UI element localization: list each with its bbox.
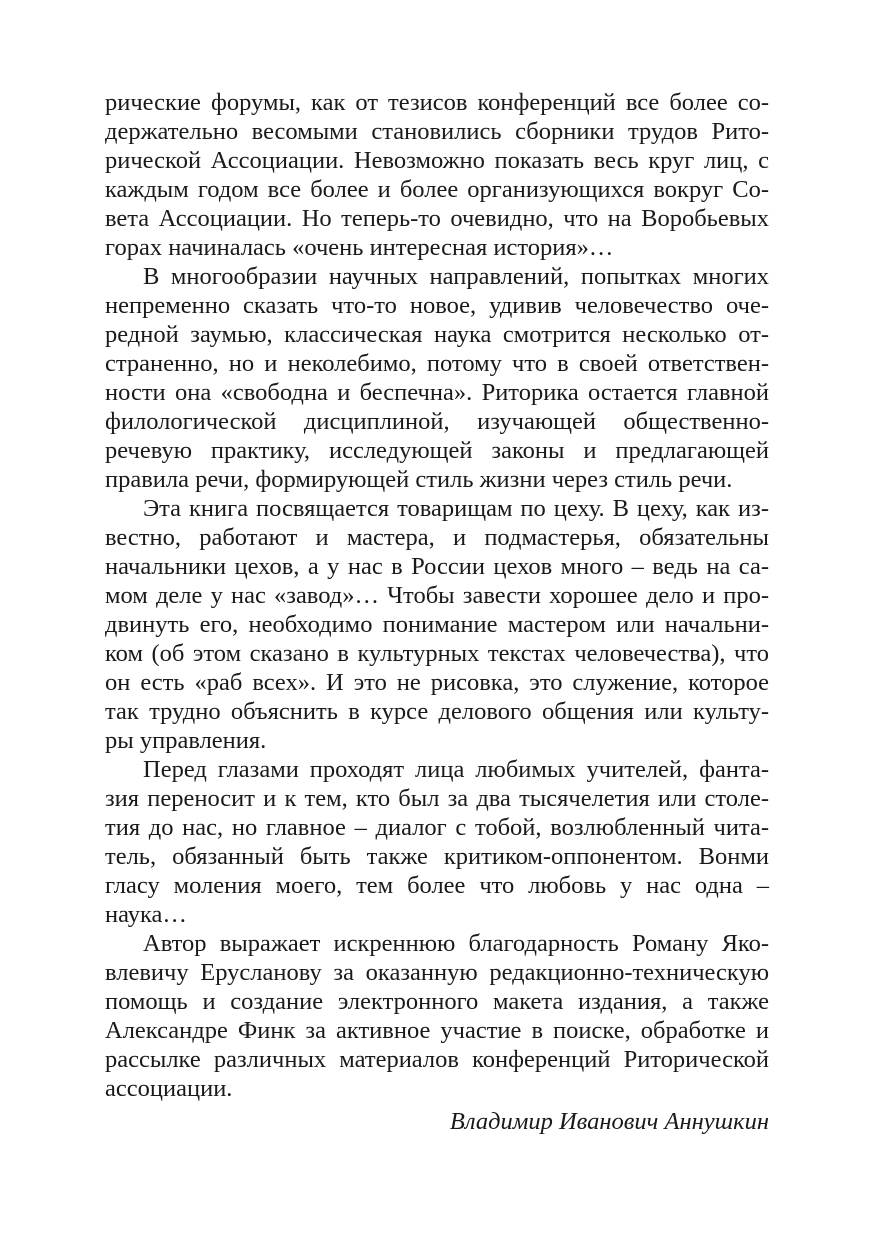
text-line: зия переносит и к тем, кто был за два тысячелетия или столе- xyxy=(105,785,769,812)
text-line: редной заумью, классическая наука смотрится несколько от- xyxy=(105,321,769,348)
text-line: страненно, но и неколебимо, потому что в своей ответствен- xyxy=(105,350,769,377)
text-line: наука… xyxy=(105,901,187,928)
text-line: мом деле у нас «завод»… Чтобы завести хорошее дело и про- xyxy=(105,582,769,609)
text-line: помощь и создание электронного макета издания, а также xyxy=(105,988,769,1015)
paragraph-rhetoric xyxy=(105,262,769,494)
text-line: ности она «свободна и беспечна». Риторика остается главной xyxy=(105,379,769,406)
page-text-block xyxy=(105,88,769,1136)
text-line: держательно весомыми становились сборники трудов Рито- xyxy=(105,118,769,145)
text-line: Александре Финк за активное участие в поиске, обработке и xyxy=(105,1017,769,1044)
text-line: горах начиналась «очень интересная история»… xyxy=(105,234,614,261)
text-line: ры управления. xyxy=(105,727,267,754)
text-line: вестно, работают и мастера, и подмастерья, обязательны xyxy=(105,524,769,551)
paragraph-acknowledgements xyxy=(105,929,769,1103)
text-line: он есть «раб всех». И это не рисовка, это служение, которое xyxy=(105,669,769,696)
text-line: ком (об этом сказано в культурных текстах человечества), что xyxy=(105,640,769,667)
text-line: рические форумы, как от тезисов конференций все более со- xyxy=(105,89,769,116)
text-line: В многообразии научных направлений, попытках многих xyxy=(143,263,769,290)
text-line: рической Ассоциации. Невозможно показать весь круг лиц, с xyxy=(105,147,769,174)
text-line: рассылке различных материалов конференций Риторической xyxy=(105,1046,769,1073)
text-line: правила речи, формирующей стиль жизни через стиль речи. xyxy=(105,466,733,493)
author-signature: Владимир Иванович Аннушкин xyxy=(449,1108,769,1135)
text-line: тель, обязанный быть также критиком-оппонентом. Вонми xyxy=(105,843,769,870)
text-line: гласу моления моего, тем более что любовь у нас одна – xyxy=(105,872,769,899)
text-line: филологической дисциплиной, изучающей общественно- xyxy=(105,408,769,435)
text-line: каждым годом все более и более организующихся вокруг Со- xyxy=(105,176,769,203)
paragraph-teachers xyxy=(105,755,769,929)
text-line: ассоциации. xyxy=(105,1075,233,1102)
paragraph-continuation xyxy=(105,88,769,262)
text-line: влевичу Ерусланову за оказанную редакционно-техническую xyxy=(105,959,769,986)
text-line: непременно сказать что-то новое, удивив человечество оче- xyxy=(105,292,769,319)
text-line: Перед глазами проходят лица любимых учителей, фанта- xyxy=(143,756,769,783)
paragraph-dedication xyxy=(105,494,769,755)
text-line: начальники цехов, а у нас в России цехов много – ведь на са- xyxy=(105,553,769,580)
text-line: речевую практику, исследующей законы и предлагающей xyxy=(105,437,769,464)
text-line: вета Ассоциации. Но теперь-то очевидно, что на Воробьевых xyxy=(105,205,769,232)
text-line: двинуть его, необходимо понимание мастером или начальни- xyxy=(105,611,769,638)
text-line: тия до нас, но главное – диалог с тобой, возлюбленный чита- xyxy=(105,814,769,841)
text-line: так трудно объяснить в курсе делового общения или культу- xyxy=(105,698,769,725)
text-line: Эта книга посвящается товарищам по цеху. В цеху, как из- xyxy=(143,495,769,522)
text-line: Автор выражает искреннюю благодарность Роману Яко- xyxy=(143,930,769,957)
